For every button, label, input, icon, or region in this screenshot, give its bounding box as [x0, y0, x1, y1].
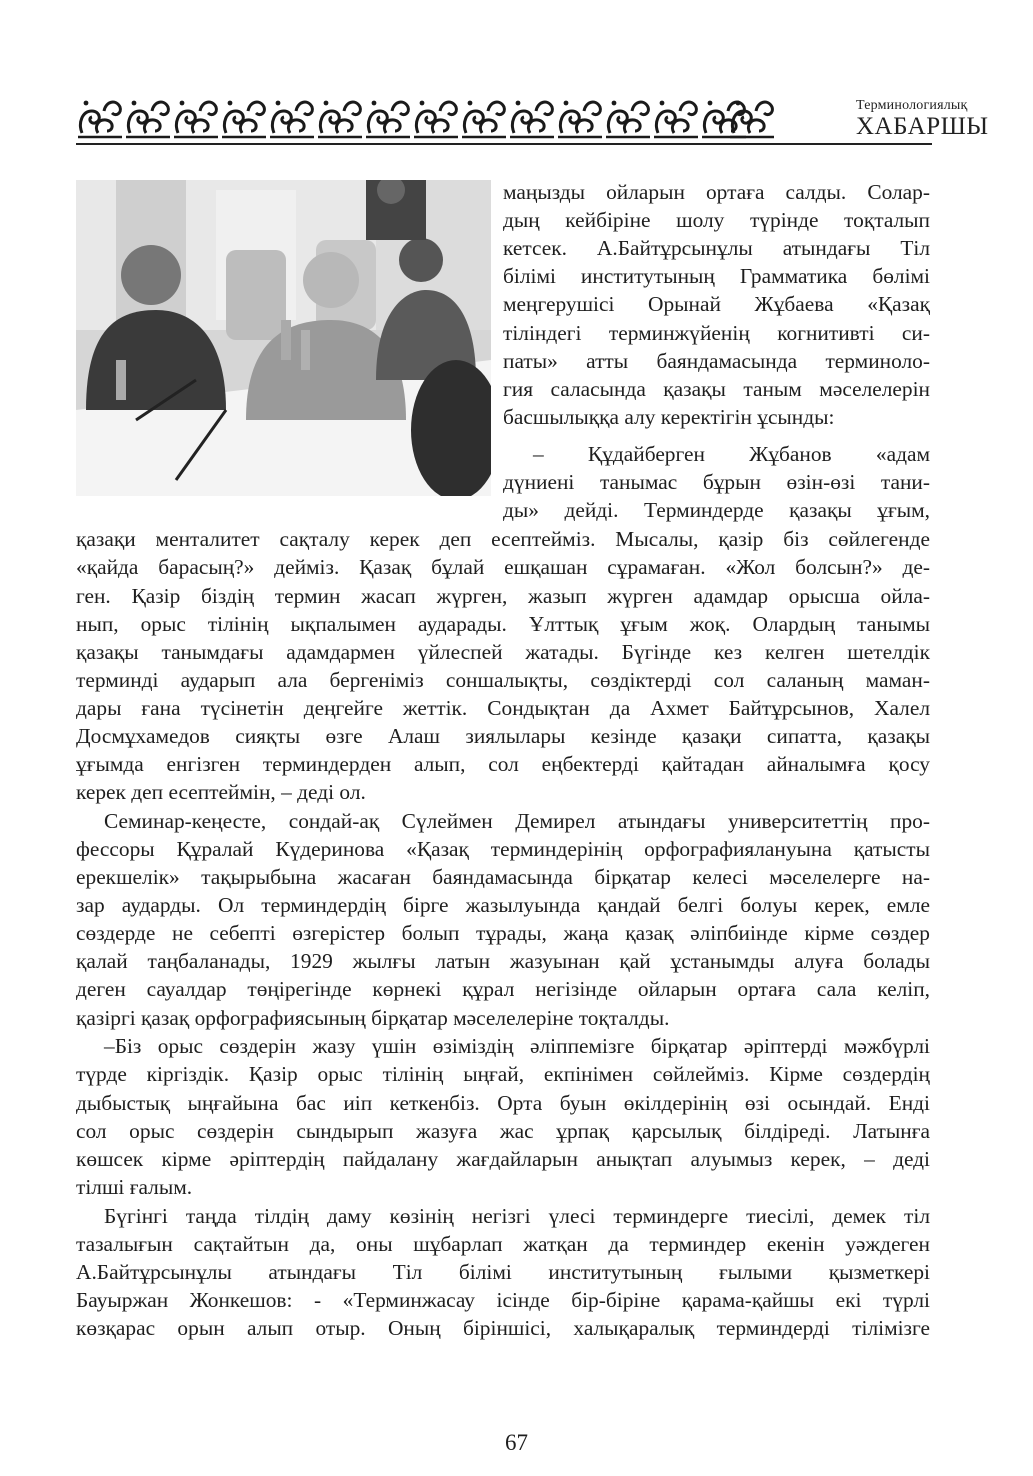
- body-line: сол орыс сөздерін сындырып жазуға жас ұрпақ қарсылық білдіреді. Латынға: [76, 1119, 930, 1143]
- body-line: дары ғана түсінетін деңгейге жеттік. Сондықтан да Ахмет Байтұрсынов, Халел: [76, 696, 930, 720]
- body-line: зар аударды. Ол терминдердің бірге жазылуында қандай белгі болуы керек, емле: [76, 893, 930, 917]
- body-line: түрде кіргіздік. Қазір орыс тілінің ыңғай, екпінімен сөйлейміз. Кірме сөздердің: [76, 1062, 930, 1086]
- header-title: ХАБАРШЫ: [856, 113, 989, 140]
- body-line: нып, орыс тілінің ықпалымен аударады. Ұлттық ұғым жоқ. Олардың танымы: [76, 612, 930, 636]
- header-subtitle: Терминологиялық: [856, 98, 968, 113]
- body-line: Досмұхамедов сияқты өзге Алаш зиялылары кезінде қазақи сипатта, қазақы: [76, 724, 930, 748]
- body-line: тазалығын сақтайтын да, оны шұбарлап жатқан да терминдер екенін уәждеген: [76, 1232, 930, 1256]
- body-line: тілші ғалым.: [76, 1175, 193, 1199]
- right-column-line: кетсек. А.Байтұрсынұлы атындағы Тіл: [503, 236, 930, 260]
- body-line: ұғымда енгізген терминдерден алып, сол еңбектерді қайтадан айналымға қосу: [76, 752, 930, 776]
- body-line: Бауыржан Жонкешов: - «Терминжасау ісінде бір-біріне қарама-қайшы екі түрлі: [76, 1288, 930, 1312]
- body-line: көзқарас орын алып отыр. Оның біріншісі, халықаралық терминдерді тілімізге: [76, 1316, 930, 1340]
- body-line: Бүгінгі таңда тілдің даму көзінің негізгі үлесі терминдерге тиесілі, демек тіл: [104, 1204, 930, 1228]
- body-line: қазақи менталитет сақталу керек деп есептейміз. Мысалы, қазір біз сөйлегенде: [76, 527, 930, 551]
- page-number: 67: [505, 1430, 528, 1455]
- right-column-line: дың кейбіріне шолу түрінде тоқталып: [503, 208, 930, 232]
- body-line: «қайда барасың?» дейміз. Қазақ бұлай ешқашан сұрамаған. «Жол болсын?» де-: [76, 555, 930, 579]
- body-line: қазіргі қазақ орфографиясының бірқатар мәселелеріне тоқталды.: [76, 1006, 670, 1030]
- right-column-line: – Құдайберген Жұбанов «адам: [533, 442, 930, 466]
- right-column-line: меңгерушісі Орынай Жұбаева «Қазақ: [503, 292, 930, 316]
- body-line: көшсек кірме әріптердің пайдалану жағдайларын анықтап алуымыз керек, – деді: [76, 1147, 930, 1171]
- right-column-line: гия саласында қазақы таным мәселелерін: [503, 377, 930, 401]
- body-line: ерекшелік» тақырыбына жасаған баяндамасында бірқатар келесі мәселелерге на-: [76, 865, 930, 889]
- body-line: Семинар-кеңесте, сондай-ақ Сүлеймен Демирел атындағы университеттің про-: [104, 809, 930, 833]
- body-line: фессоры Құралай Күдеринова «Қазақ терминдерінің орфографиялануына қатысты: [76, 837, 930, 861]
- right-column-line: маңызды ойларын ортаға салды. Солар-: [503, 180, 930, 204]
- right-column-line: басшылыққа алу керектігін ұсынды:: [503, 405, 835, 429]
- body-line: ген. Қазір біздің термин жасап жүрген, жазып жүрген адамдар орысша ойла-: [76, 584, 930, 608]
- right-column-line: тіліндегі терминжүйенің когнитивті си-: [503, 321, 930, 345]
- right-column-line: паты» атты баяндамасында терминоло-: [503, 349, 930, 373]
- right-column-line: білімі институтының Грамматика бөлімі: [503, 264, 930, 288]
- body-line: керек деп есептеймін, – деді ол.: [76, 780, 366, 804]
- body-line: қазақы танымдағы адамдармен үйлеспей жатады. Бүгінде кез келген шетелдік: [76, 640, 930, 664]
- right-column-line: дүниені танымас бұрын өзін-өзі тани-: [503, 470, 930, 494]
- body-line: А.Байтұрсынұлы атындағы Тіл білімі институтының ғылыми қызметкері: [76, 1260, 930, 1284]
- body-line: терминді аударып ала бергеніміз соншалықты, сөздіктерді сол саланың маман-: [76, 668, 930, 692]
- body-line: сөздерде не себепті өзгерістер болып тұрады, жаңа қазақ әліпбиінде кірме сөздер: [76, 921, 930, 945]
- right-column-line: ды» дейді. Терминдерде қазақы ұғым,: [503, 498, 930, 522]
- body-line: қалай таңбаланады, 1929 жылғы латын жазуынан қай ұстанымды алуға болады: [76, 949, 930, 973]
- body-line: –Біз орыс сөздерін жазу үшін өзіміздің әліппемізге бірқатар әріптерді мәжбүрлі: [104, 1034, 930, 1058]
- body-line: дыбыстық ыңғайына бас иіп кеткенбіз. Орта буын өкілдерінің өзі осындай. Енді: [76, 1091, 930, 1115]
- body-line: деген сауалдар төңірегінде көрнекі құрал негізінде ойларын ортаға сала келіп,: [76, 977, 930, 1001]
